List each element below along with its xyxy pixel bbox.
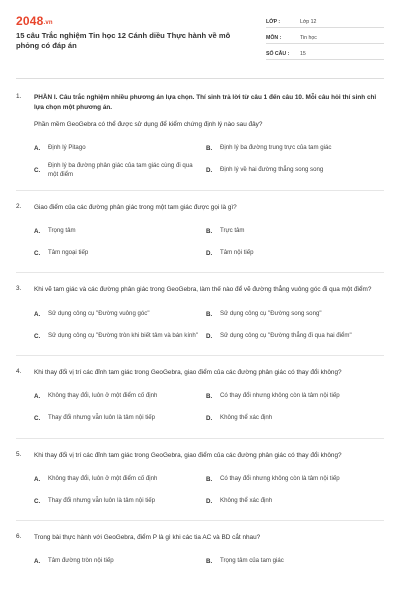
question-2 — [16, 203, 384, 265]
question-3 — [16, 285, 384, 347]
logo-main: 2048 — [16, 14, 44, 28]
option-text: Có thay đổi nhưng không còn là tâm nội tiếp — [220, 392, 340, 400]
option-grid — [34, 303, 384, 347]
question-text: Trong bài thực hành với GeoGebra, điểm P là gì khi các tia AC và BD cắt nhau? — [34, 534, 261, 542]
option-c[interactable] — [34, 490, 206, 512]
meta-key: MÔN : — [266, 35, 282, 41]
document-title: 15 câu Trắc nghiệm Tin học 12 Cánh diều Thực hành về mô phỏng có đáp án — [16, 31, 231, 51]
option-a[interactable] — [34, 303, 206, 325]
option-letter: A. — [34, 393, 41, 401]
meta-value: Tin học — [300, 35, 317, 41]
question-text: PHẦN I. Câu trắc nghiệm nhiều phương án lựa chọn. Thí sinh trả lời từ câu 1 đến câu 10. Mỗi câu hỏi thí sinh chỉ lựa chọn một phương án. — [34, 94, 377, 111]
option-c[interactable] — [34, 408, 206, 430]
option-a[interactable] — [34, 468, 206, 490]
question-text: Khi vẽ tam giác và các đường phân giác trong GeoGebra, làm thế nào để vẽ đường thẳng vuông góc đi qua một điểm? — [34, 286, 372, 294]
option-d[interactable] — [206, 325, 378, 347]
option-grid — [34, 220, 384, 264]
option-b[interactable] — [206, 468, 378, 490]
option-letter: B. — [206, 558, 213, 566]
question-number: 6. — [16, 533, 22, 541]
option-a[interactable] — [34, 551, 206, 573]
site-logo[interactable] — [16, 14, 236, 28]
header-divider — [16, 78, 384, 79]
option-text: Có thay đổi nhưng không còn là tâm nội tiếp — [220, 474, 340, 482]
option-text: Định lý về hai đường thẳng song song — [220, 166, 324, 174]
option-text: Định lý Pitago — [48, 144, 86, 152]
header-left — [16, 14, 236, 74]
option-letter: D. — [206, 497, 213, 505]
option-text: Thay đổi nhưng vẫn luôn là tâm nội tiếp — [48, 414, 156, 422]
question-number: 3. — [16, 285, 22, 293]
question-subtext: Phần mềm GeoGebra có thể được sử dụng để kiểm chứng định lý nào sau đây? — [34, 121, 263, 129]
option-letter: A. — [34, 475, 41, 483]
option-b[interactable] — [206, 303, 378, 325]
option-text: Không thể xác định — [220, 414, 273, 422]
option-letter: B. — [206, 145, 213, 153]
option-a[interactable] — [34, 386, 206, 408]
option-letter: D. — [206, 415, 213, 423]
option-grid — [34, 386, 384, 430]
option-c[interactable] — [34, 325, 206, 347]
option-b[interactable] — [206, 220, 378, 242]
option-letter: B. — [206, 227, 213, 235]
option-a[interactable] — [34, 138, 206, 160]
option-letter: C. — [34, 249, 41, 257]
question-4 — [16, 368, 384, 430]
question-1 — [16, 93, 384, 182]
option-text: Trọng tâm của tam giác — [220, 557, 284, 565]
question-5 — [16, 451, 384, 513]
option-c[interactable] — [34, 160, 206, 182]
option-letter: C. — [34, 332, 41, 340]
question-text: Giao điểm của các đường phân giác trong một tam giác được gọi là gì? — [34, 203, 237, 211]
question-separator — [16, 520, 384, 521]
option-b[interactable] — [206, 386, 378, 408]
logo-tld: .vn — [43, 20, 53, 26]
option-text: Sử dụng công cụ "Đường thẳng đi qua hai điểm" — [220, 331, 352, 339]
option-letter: C. — [34, 415, 41, 423]
option-b[interactable] — [206, 551, 378, 573]
option-text: Định lý ba đường phân giác của tam giác cùng đi qua một điểm — [48, 162, 193, 178]
meta-panel — [266, 16, 384, 74]
option-text: Sử dụng công cụ "Đường vuông góc" — [48, 309, 150, 317]
meta-key: LỚP : — [266, 19, 281, 25]
option-letter: B. — [206, 310, 213, 318]
option-grid — [34, 138, 384, 182]
option-letter: C. — [34, 497, 41, 505]
option-letter: D. — [206, 249, 213, 257]
question-separator — [16, 190, 384, 191]
question-separator — [16, 355, 384, 356]
option-text: Không thể xác định — [220, 496, 273, 504]
question-number: 2. — [16, 202, 22, 210]
page-header — [16, 14, 384, 74]
option-grid — [34, 468, 384, 512]
meta-row-count — [266, 48, 384, 60]
option-d[interactable] — [206, 242, 378, 264]
option-d[interactable] — [206, 160, 378, 182]
option-c[interactable] — [34, 242, 206, 264]
option-letter: D. — [206, 167, 213, 175]
option-letter: B. — [206, 475, 213, 483]
option-letter: B. — [206, 393, 213, 401]
option-letter: C. — [34, 167, 41, 175]
question-separator — [16, 272, 384, 273]
question-number: 1. — [16, 93, 22, 100]
question-number: 5. — [16, 450, 22, 458]
question-6 — [16, 533, 384, 573]
meta-key: SỐ CÂU : — [266, 51, 290, 57]
option-letter: A. — [34, 227, 41, 235]
option-letter: A. — [34, 310, 41, 318]
option-text: Định lý ba đường trung trực của tam giác — [220, 144, 332, 152]
option-text: Sử dụng công cụ "Đường tròn khi biết tâm và bán kính" — [48, 331, 198, 339]
question-separator — [16, 438, 384, 439]
question-text: Khi thay đổi vị trí các đỉnh tam giác trong GeoGebra, giao điểm của các đường phân giác có thay đổi không? — [34, 369, 342, 377]
question-list — [16, 93, 384, 573]
option-letter: D. — [206, 332, 213, 340]
option-text: Sử dụng công cụ "Đường song song" — [220, 309, 322, 317]
option-text: Không thay đổi, luôn ở một điểm cố định — [48, 392, 158, 400]
option-d[interactable] — [206, 408, 378, 430]
option-text: Trực tâm — [220, 227, 245, 235]
question-text: Khi thay đổi vị trí các đỉnh tam giác trong GeoGebra, giao điểm của các đường phân giác có thay đổi không? — [34, 451, 342, 459]
meta-value: 15 — [300, 51, 306, 57]
option-text: Thay đổi nhưng vẫn luôn là tâm nội tiếp — [48, 496, 156, 504]
option-letter: A. — [34, 145, 41, 153]
option-grid — [34, 551, 384, 573]
option-text: Tâm nội tiếp — [220, 249, 254, 257]
meta-row-subject — [266, 32, 384, 44]
option-letter: A. — [34, 558, 41, 566]
option-text: Tâm đường tròn nội tiếp — [48, 557, 114, 565]
option-text: Trọng tâm — [48, 227, 76, 235]
option-d[interactable] — [206, 490, 378, 512]
option-text: Tâm ngoại tiếp — [48, 249, 89, 257]
meta-row-class — [266, 16, 384, 28]
option-a[interactable] — [34, 220, 206, 242]
option-text: Không thay đổi, luôn ở một điểm cố định — [48, 474, 158, 482]
meta-value: Lớp 12 — [300, 19, 317, 25]
question-number: 4. — [16, 368, 22, 376]
option-b[interactable] — [206, 138, 378, 160]
